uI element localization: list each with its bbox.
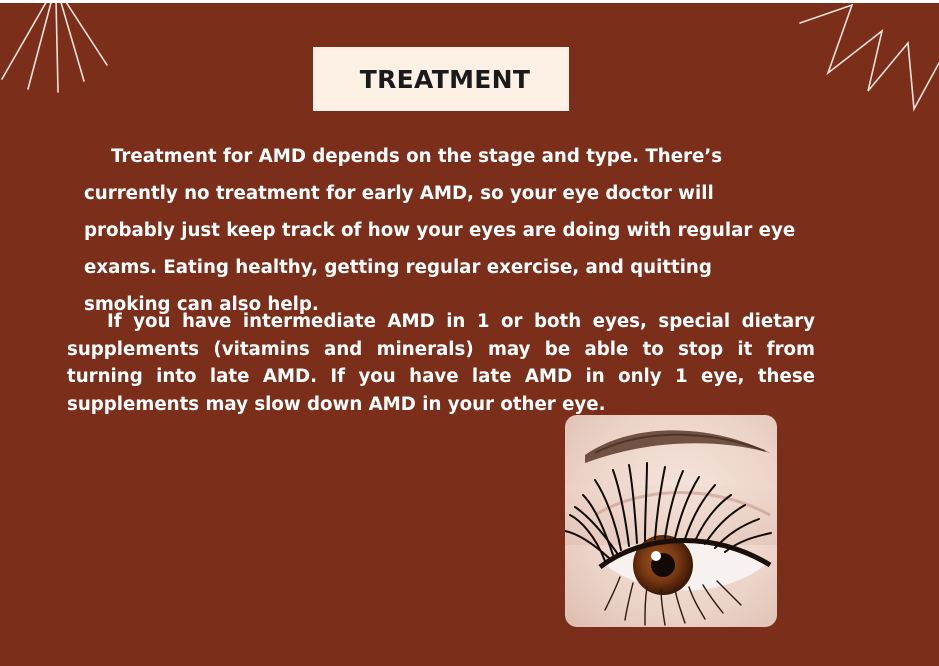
body-paragraph-2: If you have intermediate AMD in 1 or both eyes, special dietary supplements (vitamins and minerals) may be able to stop it from turning into late AMD. If you have late AMD in only 1 eye, these supplements may slow down AMD in your other eye. <box>67 311 815 415</box>
title-box <box>313 47 569 111</box>
slide <box>0 3 939 666</box>
sunburst-lines-icon <box>0 3 120 103</box>
eye-photo <box>565 415 777 627</box>
eye-with-eyelashes-photo <box>565 415 777 627</box>
body-paragraph-1: Treatment for AMD depends on the stage and type. There’s currently no treatment for early AMD, so your eye doctor will probably just keep track of how your eyes are doing with regular eye exams. Eating healthy, getting regular exercise, and quitting smoking can also help. <box>84 146 796 315</box>
zigzag-lines-icon <box>790 3 939 113</box>
page-title: TREATMENT <box>359 64 531 94</box>
